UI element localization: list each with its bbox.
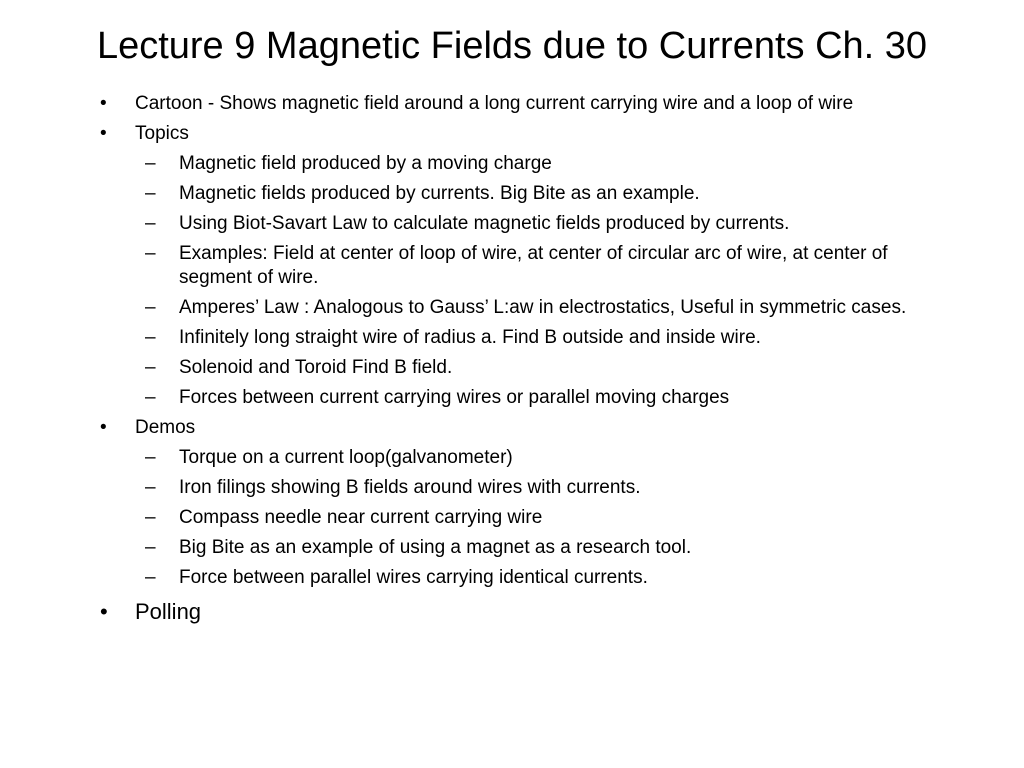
bullet-text: Polling [135,599,202,624]
sub-bullet-marker: – [145,537,156,558]
sub-bullet-item [96,566,956,590]
bullet-item-polling [96,598,956,626]
sub-bullet-text: Magnetic fields produced by currents. Big Bite as an example. [179,183,700,204]
sub-bullet-marker: – [145,153,156,174]
sub-bullet-text: Amperes’ Law : Analogous to Gauss’ L:aw in electrostatics, Useful in symmetric cases. [179,297,907,318]
sub-bullet-marker: – [145,507,156,528]
sub-bullet-text: Forces between current carrying wires or parallel moving charges [179,387,730,408]
bullet-item [96,122,956,146]
bullet-marker: • [100,417,107,438]
sub-bullet-marker: – [145,243,156,264]
bullet-item [96,416,956,440]
sub-bullet-marker: – [145,387,156,408]
sub-bullet-item [96,326,956,350]
slide-title: Lecture 9 Magnetic Fields due to Currents Ch. 30 [96,25,928,67]
sub-bullet-text: Examples: Field at center of loop of wire, at center of circular arc of wire, at center of segment of wire. [179,243,888,288]
bullet-text: Topics [135,123,189,144]
sub-bullet-marker: – [145,357,156,378]
sub-bullet-item [96,152,956,176]
sub-bullet-marker: – [145,447,156,468]
sub-bullet-marker: – [145,477,156,498]
sub-bullet-marker: – [145,183,156,204]
sub-bullet-text: Infinitely long straight wire of radius a. Find B outside and inside wire. [179,327,761,348]
bullet-list [96,92,956,632]
sub-bullet-item [96,356,956,380]
sub-bullet-item [96,242,956,290]
sub-bullet-item [96,476,956,500]
sub-bullet-text: Solenoid and Toroid Find B field. [179,357,453,378]
sub-bullet-text: Using Biot-Savart Law to calculate magnetic fields produced by currents. [179,213,790,234]
sub-bullet-marker: – [145,327,156,348]
sub-bullet-text: Magnetic field produced by a moving charge [179,153,552,174]
bullet-marker: • [100,599,108,624]
sub-bullet-text: Compass needle near current carrying wire [179,507,543,528]
bullet-marker: • [100,123,107,144]
sub-bullet-item [96,212,956,236]
sub-bullet-item [96,446,956,470]
sub-bullet-marker: – [145,213,156,234]
sub-bullet-item [96,386,956,410]
sub-bullet-text: Force between parallel wires carrying identical currents. [179,567,648,588]
sub-bullet-marker: – [145,567,156,588]
bullet-marker: • [100,93,107,114]
sub-bullet-text: Iron filings showing B fields around wires with currents. [179,477,641,498]
sub-bullet-text: Torque on a current loop(galvanometer) [179,447,513,468]
bullet-item [96,92,956,116]
sub-bullet-item [96,182,956,206]
sub-bullet-text: Big Bite as an example of using a magnet as a research tool. [179,537,692,558]
sub-bullet-item [96,536,956,560]
sub-bullet-item [96,296,956,320]
sub-bullet-item [96,506,956,530]
bullet-text: Cartoon - Shows magnetic field around a long current carrying wire and a loop of wire [135,93,854,114]
bullet-text: Demos [135,417,196,438]
sub-bullet-marker: – [145,297,156,318]
